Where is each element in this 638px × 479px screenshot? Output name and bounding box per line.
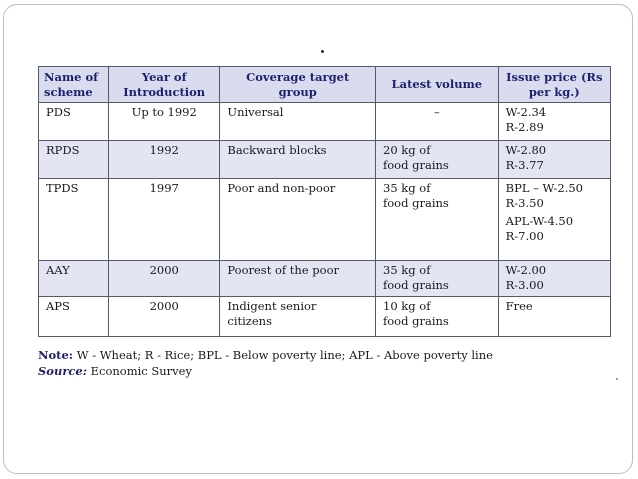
volume-line: 35 kg of: [383, 263, 431, 277]
price-line: Free: [505, 299, 533, 313]
price-line: W-2.34: [505, 105, 547, 119]
table-footnotes: [38, 347, 493, 379]
volume-cell: [376, 103, 499, 141]
coverage-cell: [220, 179, 376, 261]
volume-cell: [376, 297, 499, 337]
source-text: Economic Survey: [90, 364, 192, 378]
table-row: [39, 179, 611, 261]
table-row: [39, 141, 611, 179]
coverage-line: Indigent senior: [227, 299, 317, 313]
header-scheme-name: Name of scheme: [39, 67, 109, 103]
volume-cell: [376, 179, 499, 261]
volume-line: –: [433, 105, 440, 119]
price-line: R-2.89: [505, 120, 544, 134]
scheme-name-cell: PDS: [39, 103, 109, 141]
note-line: [38, 347, 493, 363]
year-cell: Up to 1992: [109, 103, 220, 141]
price-cell: [498, 179, 610, 261]
table-header-row: [39, 67, 611, 103]
coverage-line: Universal: [227, 105, 284, 119]
header-volume: Latest volume: [376, 67, 499, 103]
coverage-line: Backward blocks: [227, 143, 327, 157]
pds-schemes-table: [38, 66, 611, 337]
volume-line: 35 kg of: [383, 181, 431, 195]
coverage-line: Poor and non-poor: [227, 181, 336, 195]
scan-speck: [616, 378, 618, 380]
table-row: [39, 103, 611, 141]
price-line: APL-W-4.50: [505, 214, 574, 228]
year-cell: 2000: [109, 297, 220, 337]
note-label: Note:: [38, 348, 74, 362]
volume-line: food grains: [383, 158, 449, 172]
price-line: R-7.00: [505, 229, 544, 243]
year-cell: 2000: [109, 261, 220, 297]
scheme-name-cell: TPDS: [39, 179, 109, 261]
coverage-cell: [220, 103, 376, 141]
table-row: [39, 261, 611, 297]
header-coverage: Coverage target group: [220, 67, 376, 103]
scheme-name-cell: AAY: [39, 261, 109, 297]
source-line: [38, 363, 493, 379]
year-cell: 1992: [109, 141, 220, 179]
table-row: [39, 297, 611, 337]
volume-cell: [376, 261, 499, 297]
price-cell: [498, 297, 610, 337]
slide-title-bullet: [321, 50, 324, 53]
price-cell: [498, 103, 610, 141]
price-line: R-3.77: [505, 158, 544, 172]
price-line: R-3.50: [505, 196, 544, 210]
year-cell: 1997: [109, 179, 220, 261]
coverage-cell: [220, 141, 376, 179]
coverage-line: citizens: [227, 314, 272, 328]
scheme-name-cell: RPDS: [39, 141, 109, 179]
note-text: W - Wheat; R - Rice; BPL - Below poverty line; APL - Above poverty line: [76, 348, 493, 362]
source-label: Source:: [38, 364, 87, 378]
scheme-name-cell: APS: [39, 297, 109, 337]
volume-line: 20 kg of: [383, 143, 431, 157]
coverage-line: Poorest of the poor: [227, 263, 340, 277]
volume-line: food grains: [383, 278, 449, 292]
price-line: W-2.80: [505, 143, 547, 157]
price-line: R-3.00: [505, 278, 544, 292]
coverage-cell: [220, 297, 376, 337]
price-line: W-2.00: [505, 263, 547, 277]
header-year: Year of Introduction: [109, 67, 220, 103]
price-cell: [498, 141, 610, 179]
volume-line: food grains: [383, 314, 449, 328]
price-cell: [498, 261, 610, 297]
volume-line: 10 kg of: [383, 299, 431, 313]
price-line: BPL – W-2.50: [505, 181, 584, 195]
header-issue-price: Issue price (Rs per kg.): [498, 67, 610, 103]
volume-cell: [376, 141, 499, 179]
volume-line: food grains: [383, 196, 449, 210]
coverage-cell: [220, 261, 376, 297]
